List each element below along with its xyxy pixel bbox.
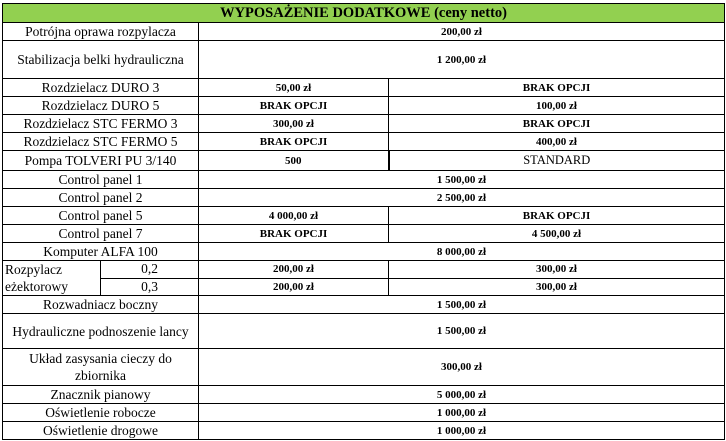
price-value-right: BRAK OPCJI (389, 79, 725, 97)
ejector-label: Rozpylacz eżektorowy (3, 261, 101, 296)
row-label: Control panel 5 (3, 207, 199, 225)
row-label: Rozdzielacz DURO 5 (3, 97, 199, 115)
price-value-right: 100,00 zł (389, 97, 725, 115)
price-value-left: 500 (199, 151, 389, 171)
row-label: Rozdzielacz DURO 3 (3, 79, 199, 97)
price-value: 1 500,00 zł (199, 314, 725, 349)
price-value-right: 300,00 zł (389, 261, 725, 279)
price-value-right: 300,00 zł (389, 278, 725, 296)
equipment-price-table (2, 3, 725, 440)
row-label: Układ zasysania cieczy do zbiornika (3, 349, 199, 386)
row-label: Control panel 1 (3, 171, 199, 189)
price-value-left: BRAK OPCJI (199, 97, 389, 115)
price-value: 5 000,00 zł (199, 386, 725, 404)
price-value: 1 200,00 zł (199, 41, 725, 79)
row-label: Rozdzielacz STC FERMO 5 (3, 133, 199, 151)
price-value: 8 000,00 zł (199, 243, 725, 261)
row-label: Znacznik pianowy (3, 386, 199, 404)
price-value-right: 400,00 zł (389, 133, 725, 151)
row-label: Control panel 7 (3, 225, 199, 243)
price-value-left: BRAK OPCJI (199, 133, 389, 151)
ejector-size: 0,3 (101, 278, 199, 296)
price-value: 2 500,00 zł (199, 189, 725, 207)
price-value-right: BRAK OPCJI (389, 207, 725, 225)
price-value-left: 4 000,00 zł (199, 207, 389, 225)
row-label: Oświetlenie robocze (3, 404, 199, 422)
row-label: Stabilizacja belki hydrauliczna (3, 41, 199, 79)
price-value-right: BRAK OPCJI (389, 115, 725, 133)
price-value: 1 500,00 zł (199, 171, 725, 189)
price-value-left: BRAK OPCJI (199, 225, 389, 243)
row-label: Potrójna oprawa rozpylacza (3, 23, 199, 41)
row-label: Rozdzielacz STC FERMO 3 (3, 115, 199, 133)
price-value: 1 000,00 zł (199, 404, 725, 422)
price-value-left: 200,00 zł (199, 278, 389, 296)
row-label: Control panel 2 (3, 189, 199, 207)
price-value-left: 200,00 zł (199, 261, 389, 279)
price-value: 300,00 zł (199, 349, 725, 386)
price-value: 1 500,00 zł (199, 296, 725, 314)
price-value: 1 000,00 zł (199, 422, 725, 440)
ejector-size: 0,2 (101, 261, 199, 279)
price-value-left: 50,00 zł (199, 79, 389, 97)
price-value: 200,00 zł (199, 23, 725, 41)
row-label: Oświetlenie drogowe (3, 422, 199, 440)
price-value-left: 300,00 zł (199, 115, 389, 133)
row-label: Pompa TOLVERI PU 3/140 (3, 151, 199, 171)
price-value-right: STANDARD (389, 151, 725, 171)
row-label: Komputer ALFA 100 (3, 243, 199, 261)
row-label: Rozwadniacz boczny (3, 296, 199, 314)
price-value-right: 4 500,00 zł (389, 225, 725, 243)
table-title: WYPOSAŻENIE DODATKOWE (ceny netto) (3, 4, 725, 23)
row-label: Hydrauliczne podnoszenie lancy (3, 314, 199, 349)
